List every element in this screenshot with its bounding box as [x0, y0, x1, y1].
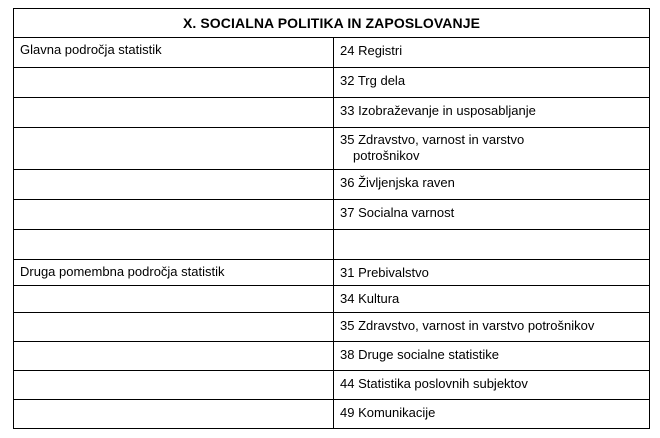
row-domain: 33 Izobraževanje in usposabljanje [340, 103, 536, 118]
table-row [14, 229, 649, 259]
table-row [14, 341, 649, 370]
table-row [14, 127, 649, 169]
row-domain: 38 Druge socialne statistike [340, 347, 499, 362]
table-row [14, 169, 649, 199]
row-category [14, 371, 334, 399]
row-category [14, 200, 334, 229]
row-domain: 49 Komunikacije [340, 405, 436, 420]
row-domain: 24 Registri [340, 43, 403, 58]
row-domain: 35 Zdravstvo, varnost in varstvo potrošnikov [335, 128, 649, 169]
row-category [14, 170, 334, 199]
row-domain-continuation: potrošnikov [353, 148, 420, 163]
row-category [14, 286, 334, 312]
table-row [14, 67, 649, 97]
table-row [14, 199, 649, 229]
table-row [14, 97, 649, 127]
table-row [14, 285, 649, 312]
row-category [14, 400, 334, 428]
row-category [14, 342, 334, 370]
row-domain: 31 Prebivalstvo [340, 265, 429, 280]
table-title: X. SOCIALNA POLITIKA IN ZAPOSLOVANJE [182, 15, 481, 31]
row-domain: 35 Zdravstvo, varnost in varstvo potrošnikov [340, 318, 595, 333]
table-row [14, 370, 649, 399]
row-domain: 32 Trg dela [340, 73, 406, 88]
row-category [14, 230, 334, 259]
row-domain: 36 Življenjska raven [340, 175, 455, 190]
row-domain: 37 Socialna varnost [340, 205, 455, 220]
table-row [14, 399, 649, 428]
row-category [14, 128, 334, 169]
row-category [14, 313, 334, 341]
row-domain [335, 230, 649, 259]
row-domain: 34 Kultura [340, 291, 400, 306]
row-category: Glavna področja statistik [14, 38, 334, 67]
row-category [14, 68, 334, 97]
row-category: Druga pomembna področja statistik [14, 260, 334, 285]
row-category [14, 98, 334, 127]
table-row [14, 312, 649, 341]
table-row [14, 37, 649, 67]
statistics-table [13, 8, 650, 429]
row-domain: 44 Statistika poslovnih subjektov [340, 376, 528, 391]
table-row [14, 259, 649, 285]
